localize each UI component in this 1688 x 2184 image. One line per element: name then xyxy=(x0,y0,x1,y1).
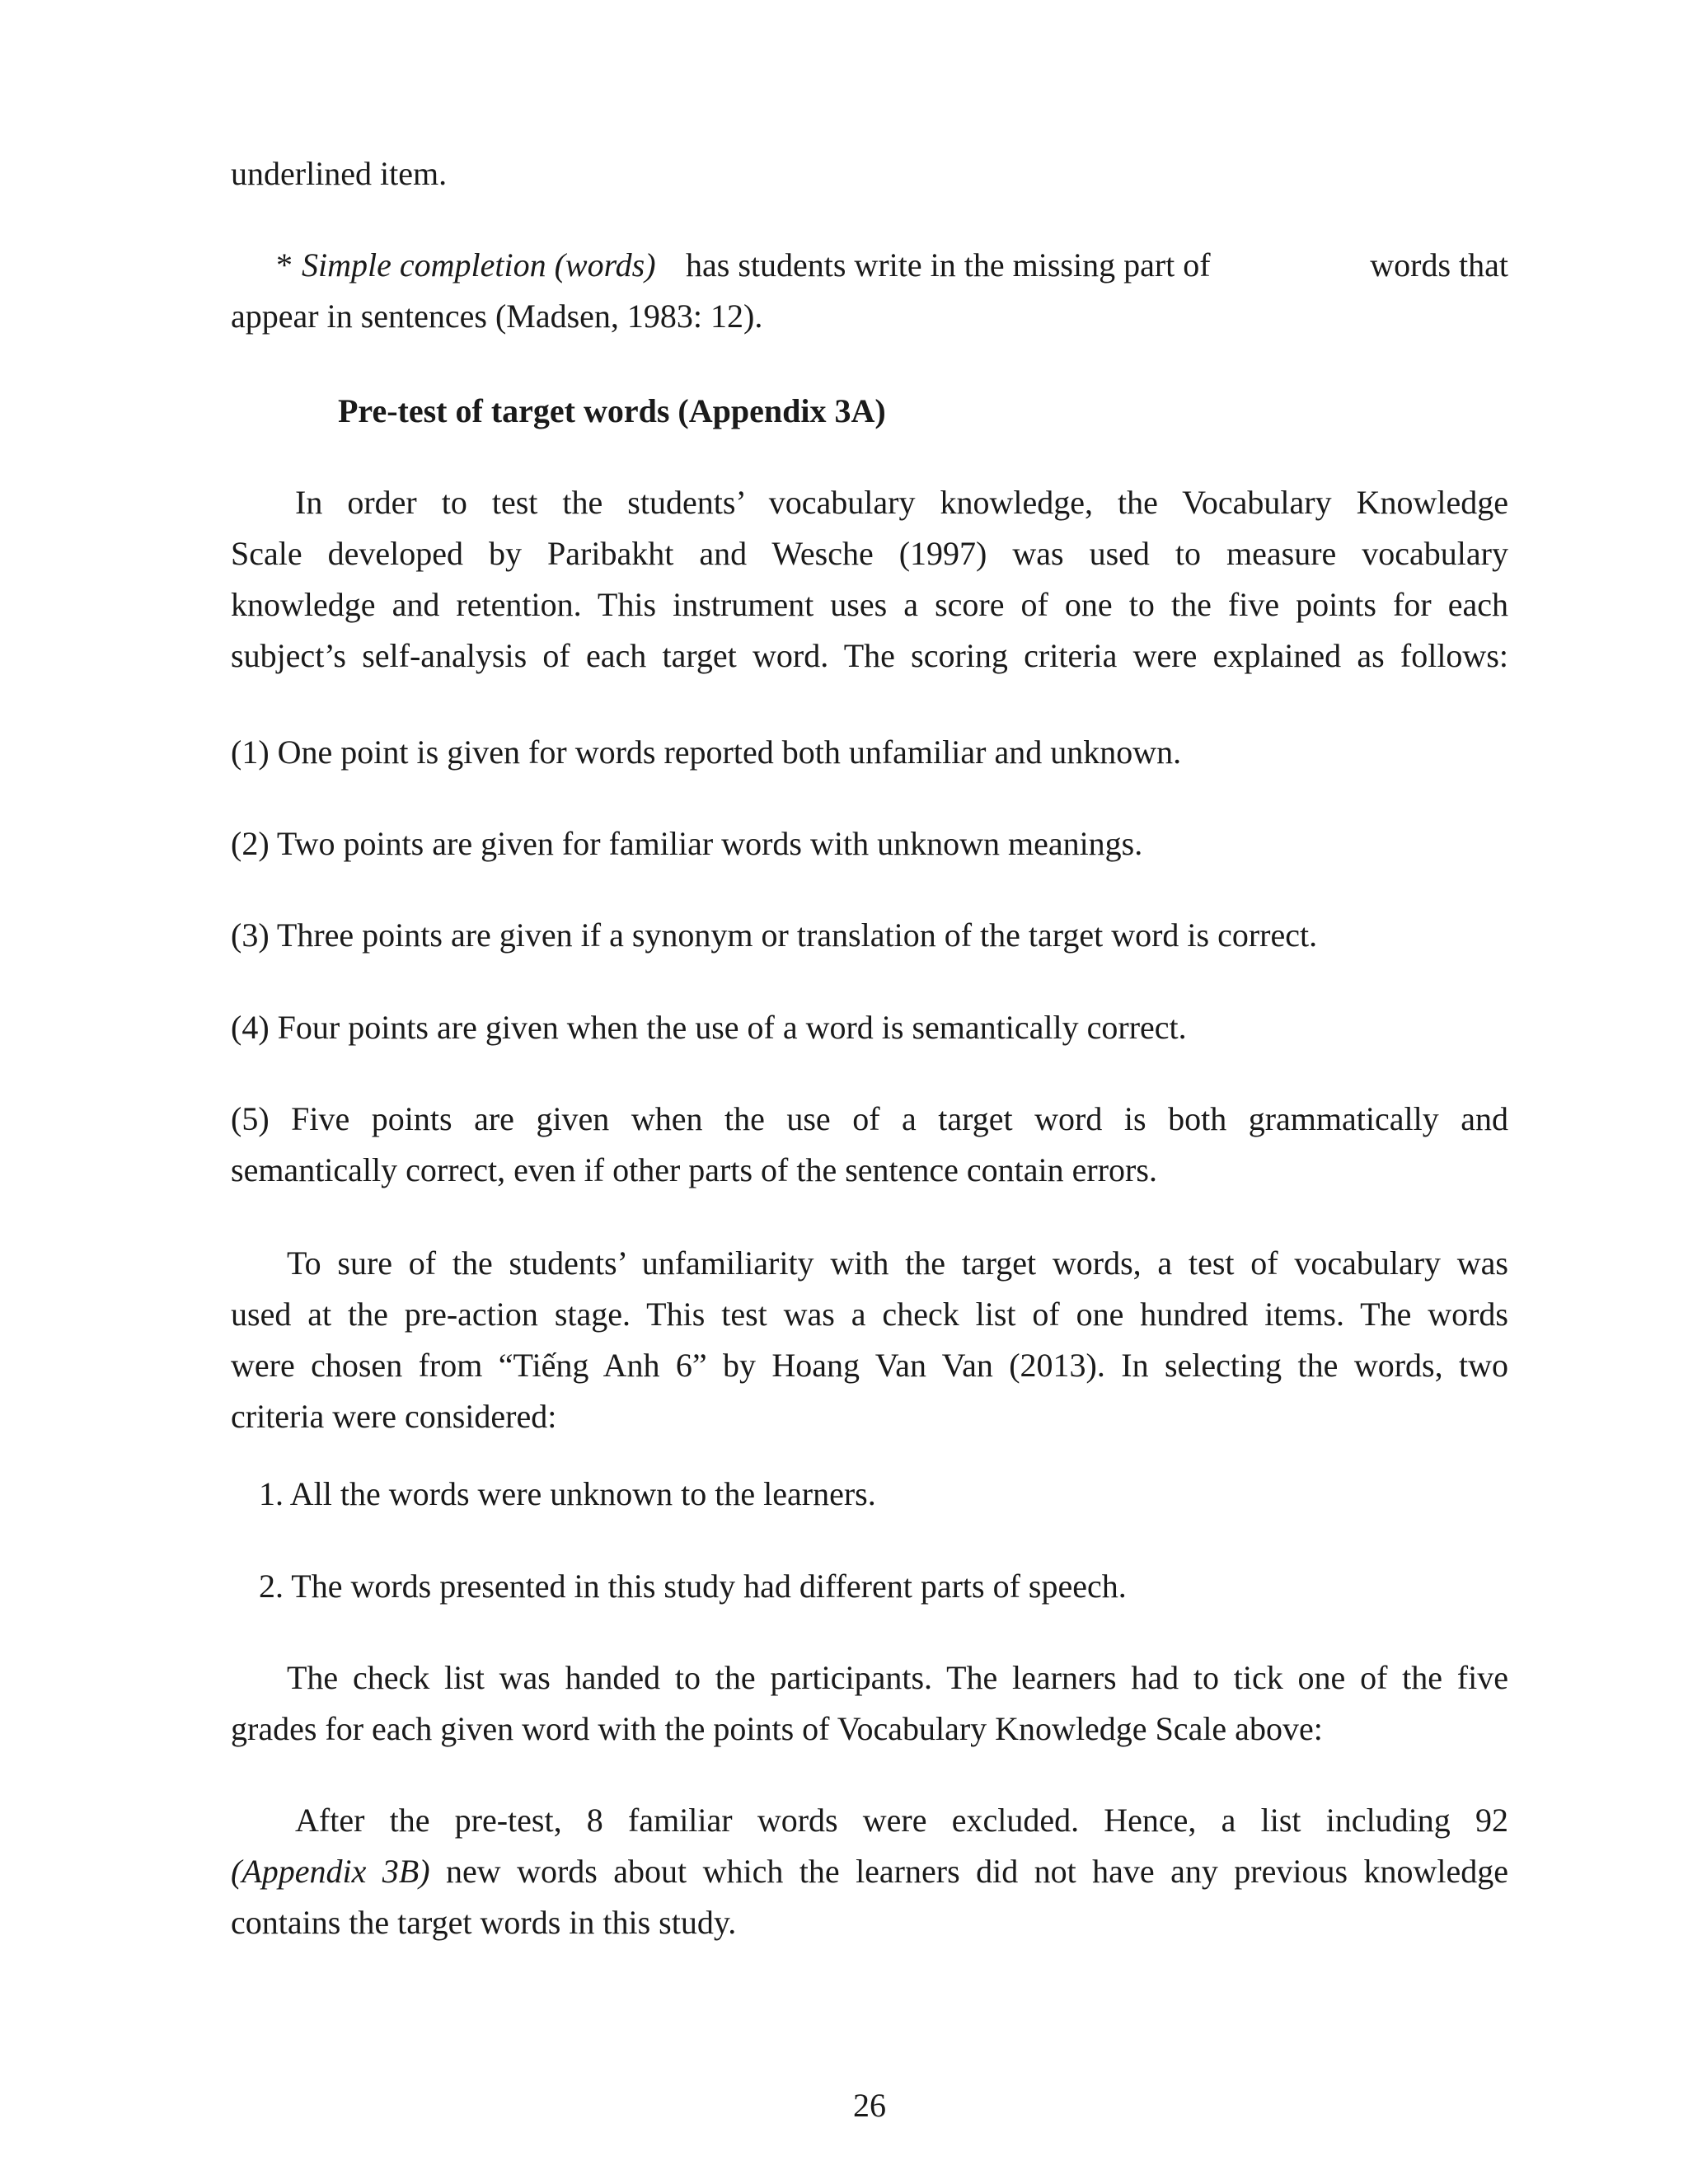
criterion-4: (4) Four points are given when the use of a word is semantically correct. xyxy=(231,1009,1187,1046)
paragraph-1 xyxy=(231,477,1508,682)
paragraph-3-line: grades for each given word with the points of Vocabulary Knowledge Scale above: xyxy=(231,1710,1323,1747)
paragraph-3 xyxy=(231,1652,1508,1755)
bullet-asterisk: * xyxy=(276,246,293,284)
simple-completion-text-a: has students write in the missing part of xyxy=(686,246,1211,284)
paragraph-2-line: criteria were considered: xyxy=(231,1398,557,1435)
paragraph-3-line: The check list was handed to the participants. The learners had to tick one of the five xyxy=(287,1659,1508,1696)
paragraph-1-line: subject’s self-analysis of each target word. The scoring criteria were explained as follows: xyxy=(231,637,1508,674)
paragraph-2-line: used at the pre-action stage. This test was a check list of one hundred items. The words xyxy=(231,1296,1508,1333)
simple-completion-text-b: words that xyxy=(1370,246,1508,284)
paragraph-1-line: Scale developed by Paribakht and Wesche (1997) was used to measure vocabulary xyxy=(231,535,1508,572)
paragraph-4-line: contains the target words in this study. xyxy=(231,1904,737,1941)
paragraph-2-line: were chosen from “Tiếng Anh 6” by Hoang Van Van (2013). In selecting the words, two xyxy=(231,1347,1508,1384)
paragraph-4 xyxy=(231,1795,1508,1948)
top-fragment: underlined item. xyxy=(231,155,448,192)
criterion-5-line: semantically correct, even if other parts of the sentence contain errors. xyxy=(231,1151,1157,1188)
document-page xyxy=(231,0,1508,2184)
criterion-5-line: (5) Five points are given when the use of a target word is both grammatically and xyxy=(231,1100,1508,1137)
numbered-item-2: 2. The words presented in this study had different parts of speech. xyxy=(259,1568,1127,1605)
simple-completion-term: Simple completion (words) xyxy=(302,246,656,284)
paragraph-1-line: knowledge and retention. This instrument uses a score of one to the five points for each xyxy=(231,586,1508,623)
criterion-1: (1) One point is given for words reported both unfamiliar and unknown. xyxy=(231,733,1182,771)
criterion-5 xyxy=(231,1094,1508,1196)
criterion-2: (2) Two points are given for familiar words with unknown meanings. xyxy=(231,825,1143,862)
paragraph-4-line2 xyxy=(231,1846,1508,1897)
paragraph-1-line: In order to test the students’ vocabulary knowledge, the Vocabulary Knowledge xyxy=(295,484,1508,521)
numbered-item-1: 1. All the words were unknown to the learners. xyxy=(259,1475,876,1512)
paragraph-2 xyxy=(231,1238,1508,1442)
appendix-3b-reference: (Appendix 3B) xyxy=(231,1853,430,1890)
page-number: 26 xyxy=(853,2087,886,2124)
paragraph-4-line2-rest: new words about which the learners did not have any previous knowledge xyxy=(446,1853,1508,1890)
paragraph-2-line: To sure of the students’ unfamiliarity with the target words, a test of vocabulary was xyxy=(287,1244,1508,1282)
section-heading: Pre-test of target words (Appendix 3A) xyxy=(338,392,886,429)
criterion-3: (3) Three points are given if a synonym or translation of the target word is correct. xyxy=(231,916,1318,954)
paragraph-4-line: After the pre-test, 8 familiar words were excluded. Hence, a list including 92 xyxy=(295,1802,1508,1839)
simple-completion-line2: appear in sentences (Madsen, 1983: 12). xyxy=(231,298,763,335)
